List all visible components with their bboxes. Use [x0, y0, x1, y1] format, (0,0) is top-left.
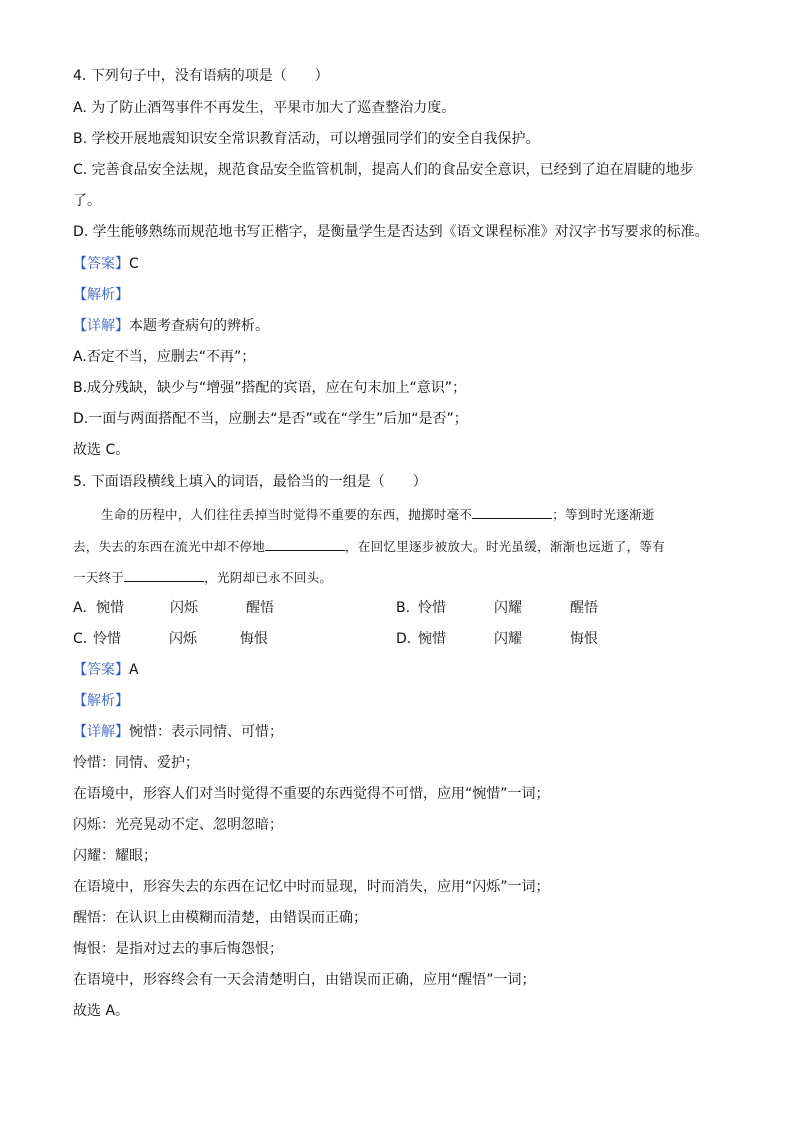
answer-tag: 【答案】: [73, 662, 129, 678]
detail-text: 本题考查病句的辨析。: [129, 318, 269, 334]
q4-detail-line: A.否定不当，应删去“不再”；: [73, 349, 256, 365]
q5-option-a-word-1: 惋惜: [96, 600, 124, 616]
passage-text: 去，失去的东西在流光中却不停地: [73, 539, 266, 554]
q5-detail-line: 在语境中，形容人们对当时觉得不重要的东西觉得不可惜，应用“惋惜”一词；: [73, 786, 550, 802]
q5-option-a-word-2: 闪烁: [170, 600, 198, 616]
q5-option-d-word-2: 闪耀: [494, 631, 522, 647]
analysis-tag: 【解析】: [73, 287, 129, 303]
passage-text: ，在回忆里逐步被放大。时光虽缓，渐渐也远逝了，等有: [345, 539, 666, 554]
fill-blank-1: [472, 504, 552, 519]
q5-passage-line-1: [101, 504, 655, 525]
q5-option-b-word-3: 醒悟: [570, 600, 598, 616]
passage-text: ，光阴却已永不回头。: [204, 570, 333, 585]
q5-option-c-word-2: 闪烁: [169, 631, 197, 647]
q4-option-d: D. 学生能够熟练而规范地书写正楷字，是衡量学生是否达到《语文课程标准》对汉字书写要求的标准。: [73, 224, 709, 240]
fill-blank-3: [124, 567, 204, 582]
q5-detail-line: 故选 A。: [73, 1003, 130, 1019]
q5-detail-line: 在语境中，形容终会有一天会清楚明白，由错误而正确，应用“醒悟”一词；: [73, 972, 536, 988]
q5-option-a-label: A.: [73, 600, 87, 616]
q5-detail-line: 醒悟：在认识上由模糊而清楚，由错误而正确；: [73, 910, 367, 926]
q5-analysis-tag: [73, 691, 129, 711]
passage-text: 生命的历程中，人们往往丢掉当时觉得不重要的东西，抛掷时毫不: [101, 507, 473, 522]
q4-option-a: A. 为了防止酒驾事件不再发生，平果市加大了巡查整治力度。: [73, 100, 456, 116]
q5-detail-line: 在语境中，形容失去的东西在记忆中时而显现，时而消失，应用“闪烁”一词；: [73, 879, 550, 895]
q5-option-d-word-1: 惋惜: [418, 631, 446, 647]
q4-detail-line: [73, 316, 269, 336]
detail-tag: 【详解】: [73, 318, 129, 334]
q4-analysis-tag: [73, 285, 129, 305]
q5-detail-line: [73, 722, 283, 742]
q5-detail-line: 闪耀：耀眼；: [73, 848, 157, 864]
q5-detail-line: 怜惜：同情、爱护；: [73, 755, 199, 771]
q5-option-b-label: B.: [396, 600, 411, 616]
q4-option-c: C. 完善食品安全法规，规范食品安全监管机制，提高人们的食品安全意识，已经到了迫在眉睫的地步: [73, 162, 694, 178]
q5-option-a-word-3: 醒悟: [246, 600, 274, 616]
detail-text: 惋惜：表示同情、可惜；: [129, 724, 283, 740]
q5-answer: [73, 660, 139, 680]
passage-text: 一天终于: [73, 570, 125, 585]
q4-detail-line: D.一面与两面搭配不当，应删去“是否”或在“学生”后加“是否”；: [73, 411, 468, 427]
q5-option-d-word-3: 悔恨: [570, 631, 598, 647]
passage-text: ；等到时光逐渐逝: [552, 507, 655, 522]
q5-passage-line-3: [73, 567, 332, 588]
q4-detail-line: B.成分残缺，缺少与“增强”搭配的宾语，应在句末加上“意识”；: [73, 380, 467, 396]
answer-value: C: [129, 256, 139, 272]
answer-tag: 【答案】: [73, 256, 129, 272]
detail-tag: 【详解】: [73, 724, 129, 740]
q4-option-c-cont: 了。: [73, 193, 101, 209]
q4-stem: 4. 下列句子中，没有语病的项是（ ）: [73, 68, 329, 84]
q5-option-c-label: C.: [73, 631, 88, 647]
q5-option-b-word-1: 怜惜: [418, 600, 446, 616]
q4-answer: [73, 254, 139, 274]
q4-option-b: B. 学校开展地震知识安全常识教育活动，可以增强同学们的安全自我保护。: [73, 131, 540, 147]
analysis-tag: 【解析】: [73, 693, 129, 709]
q5-detail-line: 悔恨：是指对过去的事后悔怨恨；: [73, 941, 283, 957]
q5-option-c-word-1: 怜惜: [93, 631, 121, 647]
q5-option-d-label: D.: [396, 631, 412, 647]
q5-passage-line-2: [73, 536, 665, 557]
q5-option-b-word-2: 闪耀: [494, 600, 522, 616]
q5-option-c-word-3: 悔恨: [240, 631, 268, 647]
q5-detail-line: 闪烁：光亮晃动不定、忽明忽暗；: [73, 817, 283, 833]
fill-blank-2: [265, 536, 345, 551]
q4-detail-line: 故选 C。: [73, 442, 130, 458]
answer-value: A: [129, 662, 139, 678]
q5-stem: 5. 下面语段横线上填入的词语，最恰当的一组是（ ）: [73, 474, 427, 490]
